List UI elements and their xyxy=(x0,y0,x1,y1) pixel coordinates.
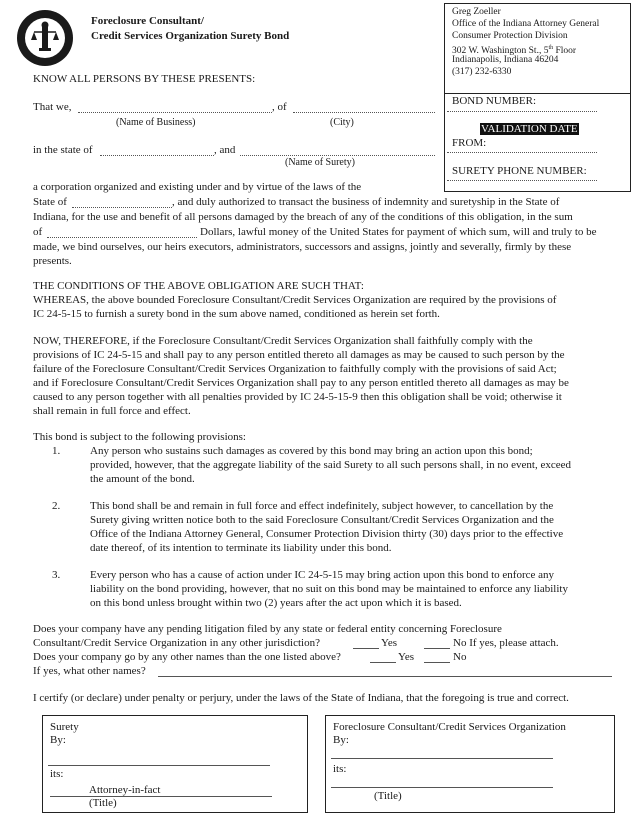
certification-statement: I certify (or declare) under penalty or perjury, under the laws of the State of Indiana, that the foregoing is true and correct. xyxy=(33,692,569,704)
organization-title-field[interactable] xyxy=(331,787,553,788)
and-label: , and xyxy=(214,144,236,156)
title-line-2: Credit Services Organization Surety Bond xyxy=(91,30,290,42)
state-of-label: in the state of xyxy=(33,144,93,156)
other-names-field[interactable] xyxy=(158,676,612,677)
sum-of-label: of xyxy=(33,226,43,238)
surety-name-field[interactable] xyxy=(240,155,435,156)
other-names-question: Does your company go by any other names than the one listed above? xyxy=(33,651,341,663)
other-names-yes-label: Yes xyxy=(398,651,415,663)
provision-2-line-3: Office of the Indiana Attorney General, Consumer Protection Division thirty (30) days prior to the effective xyxy=(90,528,564,540)
bond-number-label: BOND NUMBER: xyxy=(452,95,537,107)
corp-line-1: a corporation organized and existing under and by virtue of the laws of the xyxy=(33,181,362,193)
that-we-label: That we, xyxy=(33,101,72,113)
provision-2-number: 2. xyxy=(52,500,61,512)
organization-by-label: By: xyxy=(333,734,349,746)
provisions-heading: This bond is subject to the following provisions: xyxy=(33,431,246,443)
address-phone: (317) 232-6330 xyxy=(452,67,512,77)
surety-title-field[interactable] xyxy=(50,796,272,797)
business-name-caption: (Name of Business) xyxy=(116,117,196,128)
litigation-yes-label: Yes xyxy=(381,637,398,649)
seal-center xyxy=(25,18,65,58)
address-street: 302 W. Washington St., 5th Floor xyxy=(452,45,577,57)
provision-3-number: 3. xyxy=(52,569,61,581)
of-label: , of xyxy=(272,101,287,113)
organization-its-label: its: xyxy=(333,763,347,775)
sum-field[interactable] xyxy=(47,237,197,238)
conditions-heading: THE CONDITIONS OF THE ABOVE OBLIGATION ARE SUCH THAT: xyxy=(33,280,364,292)
surety-signature-box xyxy=(42,715,308,813)
provision-1-number: 1. xyxy=(52,445,61,457)
address-office: Office of the Indiana Attorney General xyxy=(452,19,600,29)
provision-1-line-1: Any person who sustains such damages as covered by this bond may bring an action upon this bond; xyxy=(90,445,533,457)
state-seal xyxy=(17,10,73,66)
justice-figure-icon xyxy=(25,18,65,58)
litigation-yes-field[interactable] xyxy=(353,648,379,649)
corp-line-2: , and duly authorized to transact the business of indemnity and suretyship in the State of xyxy=(172,196,560,208)
provision-2-line-2: Surety giving written notice both to the said Foreclosure Consultant/Credit Services Organization and the xyxy=(90,514,554,526)
corp-state-field[interactable] xyxy=(72,207,172,208)
litigation-question-line-1: Does your company have any pending litigation filed by any state or federal entity concerning Foreclosure xyxy=(33,623,502,635)
provision-2-line-1: This bond shall be and remain in full force and effect indefinitely, subject however, to cancellation by the xyxy=(90,500,554,512)
provision-1-line-3: the amount of the bond. xyxy=(90,473,195,485)
organization-by-field[interactable] xyxy=(331,758,553,759)
address-city: Indianapolis, Indiana 46204 xyxy=(452,55,559,65)
surety-title-caption: (Title) xyxy=(89,797,117,809)
surety-phone-label: SURETY PHONE NUMBER: xyxy=(452,165,587,177)
litigation-no-field[interactable] xyxy=(424,648,450,649)
corp-line-3: Indiana, for the use and benefit of all persons damaged by the breach of any of the conditions of this obligation, in the sum xyxy=(33,211,573,223)
other-names-no-label: No xyxy=(453,651,467,663)
litigation-question-line-2: Consultant/Credit Service Organization in any other jurisdiction? xyxy=(33,637,320,649)
now-line-4: and if Foreclosure Consultant/Credit Services Organization shall pay to any person entitled thereto all damages as may be xyxy=(33,377,569,389)
organization-title-caption: (Title) xyxy=(374,790,402,802)
whereas-line-2: IC 24-5-15 to furnish a surety bond in the sum above named, conditioned as herein set forth. xyxy=(33,308,440,320)
bond-number-field[interactable] xyxy=(447,111,597,112)
corp-line-5: made, we bind ourselves, our heirs executors, administrators, successors and assigns, jointly and severally, firmly by these xyxy=(33,241,572,253)
provision-3-line-3: on this bond unless brought within two (2) years after the act upon which it is based. xyxy=(90,597,462,609)
surety-by-field[interactable] xyxy=(48,765,270,766)
corp-line-4: Dollars, lawful money of the United States for payment of which sum, will and truly to be xyxy=(200,226,597,238)
surety-by-label: By: xyxy=(50,734,66,746)
surety-label: Surety xyxy=(50,721,79,733)
state-of-label-2: State of xyxy=(33,196,67,208)
surety-its-label: its: xyxy=(50,768,64,780)
litigation-no-label: No If yes, please attach. xyxy=(453,637,559,649)
provision-1-line-2: provided, however, that the aggregate liability of the said Surety to all such persons shall, in no event, exceed xyxy=(90,459,571,471)
address-division: Consumer Protection Division xyxy=(452,31,568,41)
attorney-in-fact-text: Attorney-in-fact xyxy=(89,784,161,796)
provision-3-line-2: liability on the bond providing, however, that no suit on this bond may be maintained to enforce any liability xyxy=(90,583,568,595)
validation-date-label: VALIDATION DATE xyxy=(481,123,578,135)
surety-name-caption: (Name of Surety) xyxy=(285,157,355,168)
business-name-field[interactable] xyxy=(78,112,272,113)
now-line-2: provisions of IC 24-5-15 and shall pay to any person entitled thereto all damages as may be caused to such person by the xyxy=(33,349,565,361)
provision-3-line-1: Every person who has a cause of action under IC 24-5-15 may bring action upon this bond to enforce any xyxy=(90,569,555,581)
whereas-line-1: WHEREAS, the above bounded Foreclosure Consultant/Credit Services Organization are required by the provisions of xyxy=(33,294,557,306)
provision-2-line-4: date thereof, of its intention to terminate its liability under this bond. xyxy=(90,542,392,554)
know-all-heading: KNOW ALL PERSONS BY THESE PRESENTS: xyxy=(33,73,256,85)
from-field[interactable] xyxy=(447,152,597,153)
address-name: Greg Zoeller xyxy=(452,7,501,17)
now-line-6: shall remain in full force and effect. xyxy=(33,405,191,417)
organization-label: Foreclosure Consultant/Credit Services Organization xyxy=(333,721,566,733)
what-names-question: If yes, what other names? xyxy=(33,665,146,677)
now-line-1: NOW, THEREFORE, if the Foreclosure Consultant/Credit Services Organization shall faithfully comply with the xyxy=(33,335,533,347)
other-names-no-field[interactable] xyxy=(424,662,450,663)
corp-line-6: presents. xyxy=(33,255,72,267)
other-names-yes-field[interactable] xyxy=(370,662,396,663)
now-line-5: caused to any person together with all penalties provided by IC 24-5-15-9 then this obligation shall be void; otherwise it xyxy=(33,391,562,403)
now-line-3: failure of the Foreclosure Consultant/Credit Services Organization to faithfully comply with the provisions of said Act; xyxy=(33,363,557,375)
surety-phone-field[interactable] xyxy=(447,180,597,181)
city-field[interactable] xyxy=(293,112,435,113)
city-caption: (City) xyxy=(330,117,354,128)
from-label: FROM: xyxy=(452,137,487,149)
title-line-1: Foreclosure Consultant/ xyxy=(91,15,204,27)
state-field[interactable] xyxy=(100,155,214,156)
